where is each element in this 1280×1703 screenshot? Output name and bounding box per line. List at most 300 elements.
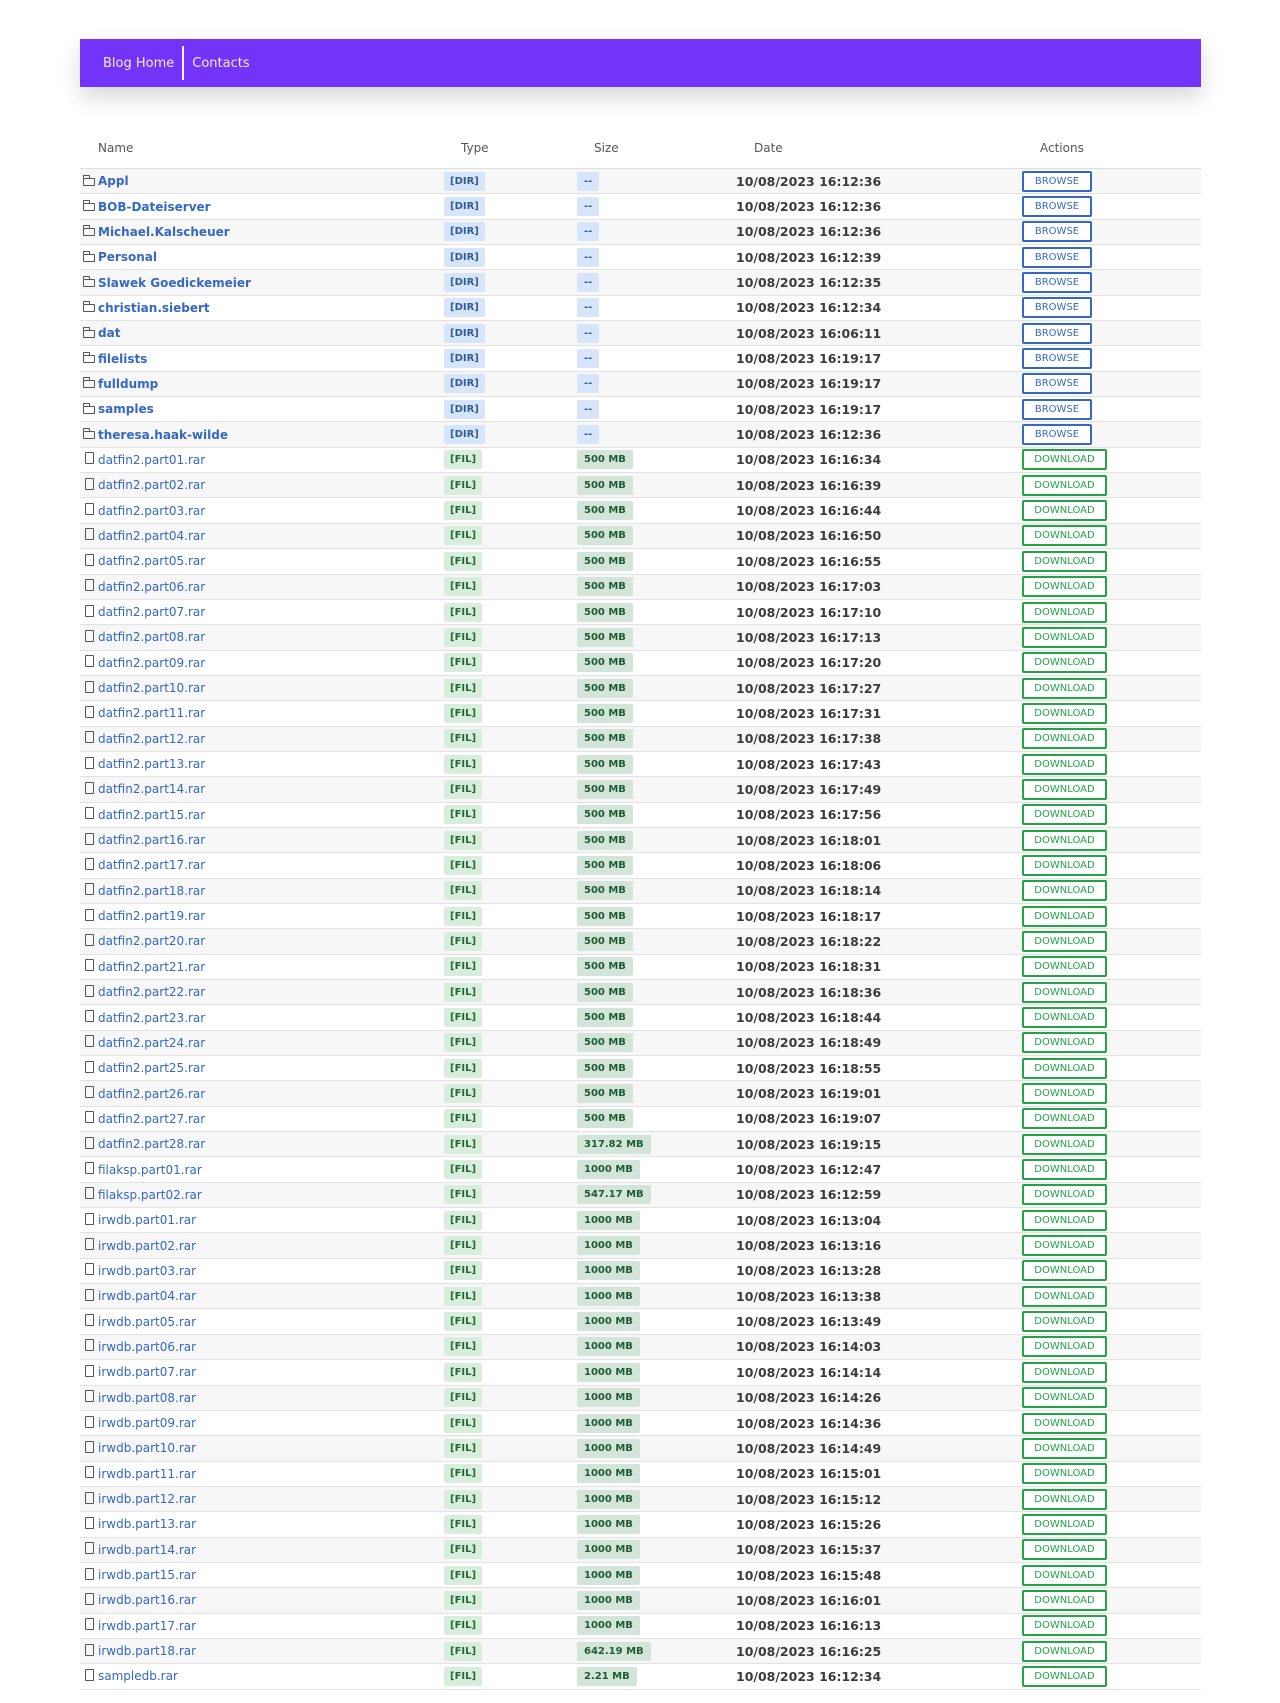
row-icon-cell [80, 1562, 98, 1587]
size-badge: 500 MB [577, 907, 633, 926]
row-action-cell [1022, 1385, 1201, 1410]
row-type-cell [444, 169, 577, 194]
download-button[interactable]: DOWNLOAD [1022, 652, 1107, 673]
row-date-cell [736, 802, 1022, 827]
download-button[interactable]: DOWNLOAD [1022, 1489, 1107, 1510]
row-action-cell [1022, 523, 1201, 548]
table-row [80, 346, 1201, 371]
size-badge: 1000 MB [577, 1363, 640, 1382]
download-button[interactable]: DOWNLOAD [1022, 1362, 1107, 1383]
file-link[interactable]: datfin2.part07.rar [98, 605, 206, 620]
row-type-cell [444, 1436, 577, 1461]
download-button[interactable]: DOWNLOAD [1022, 754, 1107, 775]
file-link[interactable]: datfin2.part23.rar [98, 1010, 206, 1025]
download-button[interactable]: DOWNLOAD [1022, 1058, 1107, 1079]
row-size-cell [577, 701, 736, 726]
row-size-cell [577, 245, 736, 270]
row-type-cell [444, 1537, 577, 1562]
table-row [80, 878, 1201, 903]
row-icon-cell [80, 1664, 98, 1689]
download-button[interactable]: DOWNLOAD [1022, 982, 1107, 1003]
size-badge: 1000 MB [577, 1388, 640, 1407]
download-button[interactable]: DOWNLOAD [1022, 1134, 1107, 1155]
row-type-cell [444, 346, 577, 371]
file-link[interactable]: irwdb.part11.rar [98, 1466, 197, 1481]
file-link[interactable]: irwdb.part18.rar [98, 1644, 197, 1659]
file-icon [85, 934, 94, 946]
file-link[interactable]: irwdb.part09.rar [98, 1416, 197, 1431]
row-name-cell [98, 245, 444, 270]
download-button[interactable]: DOWNLOAD [1022, 500, 1107, 521]
header-date-label: Date [754, 141, 783, 155]
download-button[interactable]: DOWNLOAD [1022, 1260, 1107, 1281]
download-button[interactable]: DOWNLOAD [1022, 1108, 1107, 1129]
folder-link[interactable]: Personal [98, 250, 157, 265]
row-size-cell [577, 169, 736, 194]
folder-link[interactable]: theresa.haak-wilde [98, 427, 229, 442]
download-button[interactable]: DOWNLOAD [1022, 779, 1107, 800]
row-type-cell [444, 1461, 577, 1486]
download-button[interactable]: DOWNLOAD [1022, 1210, 1107, 1231]
size-badge: 1000 MB [577, 1211, 640, 1230]
row-size-cell [577, 903, 736, 928]
row-date-cell [736, 245, 1022, 270]
row-action-cell [1022, 1030, 1201, 1055]
table-row [80, 194, 1201, 219]
row-icon-cell [80, 1233, 98, 1258]
download-button[interactable]: DOWNLOAD [1022, 906, 1107, 927]
row-icon-cell [80, 625, 98, 650]
download-button[interactable]: DOWNLOAD [1022, 678, 1107, 699]
file-link[interactable]: datfin2.part28.rar [98, 1137, 206, 1152]
download-button[interactable]: DOWNLOAD [1022, 1032, 1107, 1053]
type-badge: [FIL] [444, 957, 482, 976]
file-link[interactable]: filaksp.part01.rar [98, 1162, 202, 1177]
file-link[interactable]: irwdb.part13.rar [98, 1517, 197, 1532]
date-text: 10/08/2023 16:16:25 [736, 1643, 882, 1659]
download-button[interactable]: DOWNLOAD [1022, 1387, 1107, 1408]
file-link[interactable]: datfin2.part25.rar [98, 1061, 206, 1076]
row-action-cell [1022, 980, 1201, 1005]
download-button[interactable]: DOWNLOAD [1022, 525, 1107, 546]
row-action-cell [1022, 219, 1201, 244]
type-badge: [FIL] [444, 526, 482, 545]
row-name-cell [98, 1056, 444, 1081]
download-button[interactable]: DOWNLOAD [1022, 1286, 1107, 1307]
row-size-cell [577, 1410, 736, 1435]
size-badge: 500 MB [577, 932, 633, 951]
file-link[interactable]: datfin2.part14.rar [98, 782, 206, 797]
file-link[interactable]: irwdb.part10.rar [98, 1441, 197, 1456]
file-link[interactable]: datfin2.part18.rar [98, 883, 206, 898]
browse-button[interactable]: BROWSE [1022, 272, 1092, 293]
row-type-cell [444, 1182, 577, 1207]
download-button[interactable]: DOWNLOAD [1022, 1311, 1107, 1332]
download-button[interactable]: DOWNLOAD [1022, 551, 1107, 572]
table-row [80, 929, 1201, 954]
folder-link[interactable]: fulldump [98, 376, 159, 391]
type-badge: [FIL] [444, 1515, 482, 1534]
file-link[interactable]: irwdb.part07.rar [98, 1365, 197, 1380]
type-badge: [FIL] [444, 1464, 482, 1483]
row-date-cell [736, 954, 1022, 979]
row-name-cell [98, 1005, 444, 1030]
date-text: 10/08/2023 16:16:13 [736, 1618, 882, 1634]
download-button[interactable]: DOWNLOAD [1022, 475, 1107, 496]
file-icon [85, 1542, 94, 1554]
browse-button[interactable]: BROWSE [1022, 247, 1092, 268]
file-link[interactable]: irwdb.part02.rar [98, 1238, 197, 1253]
file-link[interactable]: irwdb.part15.rar [98, 1568, 197, 1583]
table-row [80, 675, 1201, 700]
nav-link-contacts[interactable]: Contacts [192, 55, 250, 71]
row-action-cell [1022, 1486, 1201, 1511]
folder-icon [83, 254, 95, 262]
download-button[interactable]: DOWNLOAD [1022, 602, 1107, 623]
row-type-cell [444, 1132, 577, 1157]
file-link[interactable]: irwdb.part04.rar [98, 1289, 197, 1304]
file-link[interactable]: datfin2.part19.rar [98, 909, 206, 924]
row-size-cell [577, 1132, 736, 1157]
row-size-cell [577, 1613, 736, 1638]
download-button[interactable]: DOWNLOAD [1022, 931, 1107, 952]
date-text: 10/08/2023 16:12:35 [736, 275, 882, 291]
row-action-cell [1022, 1461, 1201, 1486]
download-button[interactable]: DOWNLOAD [1022, 1565, 1107, 1586]
file-link[interactable]: irwdb.part17.rar [98, 1618, 197, 1633]
type-badge: [FIL] [444, 1160, 482, 1179]
row-name-cell [98, 1106, 444, 1131]
file-link[interactable]: datfin2.part17.rar [98, 858, 206, 873]
download-button[interactable]: DOWNLOAD [1022, 1641, 1107, 1662]
row-name-cell [98, 726, 444, 751]
row-icon-cell [80, 169, 98, 194]
row-action-cell [1022, 1284, 1201, 1309]
file-icon [85, 605, 94, 617]
folder-link[interactable]: filelists [98, 351, 148, 366]
browse-button[interactable]: BROWSE [1022, 373, 1092, 394]
folder-link[interactable]: samples [98, 402, 154, 417]
type-badge: [FIL] [444, 552, 482, 571]
size-badge: 500 MB [577, 526, 633, 545]
row-name-cell [98, 1233, 444, 1258]
row-date-cell [736, 980, 1022, 1005]
row-date-cell [736, 1157, 1022, 1182]
row-name-cell [98, 1562, 444, 1587]
nav-link-blog-home[interactable]: Blog Home [103, 55, 175, 71]
size-badge: 500 MB [577, 577, 633, 596]
type-badge: [FIL] [444, 755, 482, 774]
browse-button[interactable]: BROWSE [1022, 171, 1092, 192]
download-button[interactable]: DOWNLOAD [1022, 1413, 1107, 1434]
browse-button[interactable]: BROWSE [1022, 399, 1092, 420]
type-badge: [FIL] [444, 729, 482, 748]
download-button[interactable]: DOWNLOAD [1022, 1438, 1107, 1459]
download-button[interactable]: DOWNLOAD [1022, 703, 1107, 724]
file-link[interactable]: datfin2.part16.rar [98, 833, 206, 848]
row-name-cell [98, 1537, 444, 1562]
row-icon-cell [80, 777, 98, 802]
row-date-cell [736, 194, 1022, 219]
row-name-cell [98, 397, 444, 422]
type-badge: [FIL] [444, 1008, 482, 1027]
row-action-cell [1022, 422, 1201, 447]
date-text: 10/08/2023 16:14:26 [736, 1390, 882, 1406]
file-link[interactable]: datfin2.part10.rar [98, 681, 206, 696]
download-button[interactable]: DOWNLOAD [1022, 449, 1107, 470]
file-icon [85, 1162, 94, 1174]
browse-button[interactable]: BROWSE [1022, 297, 1092, 318]
folder-link[interactable]: christian.siebert [98, 300, 210, 315]
browse-button[interactable]: BROWSE [1022, 196, 1092, 217]
file-icon [85, 1010, 94, 1022]
row-action-cell [1022, 1537, 1201, 1562]
download-button[interactable]: DOWNLOAD [1022, 1666, 1107, 1687]
row-date-cell [736, 1334, 1022, 1359]
row-date-cell [736, 1081, 1022, 1106]
row-icon-cell [80, 903, 98, 928]
download-button[interactable]: DOWNLOAD [1022, 855, 1107, 876]
table-row [80, 827, 1201, 852]
file-link[interactable]: irwdb.part16.rar [98, 1593, 197, 1608]
table-row [80, 1385, 1201, 1410]
row-date-cell [736, 1258, 1022, 1283]
download-button[interactable]: DOWNLOAD [1022, 1615, 1107, 1636]
table-row [80, 321, 1201, 346]
row-date-cell [736, 903, 1022, 928]
file-link[interactable]: datfin2.part15.rar [98, 807, 206, 822]
file-link[interactable]: datfin2.part13.rar [98, 757, 206, 772]
date-text: 10/08/2023 16:12:36 [736, 173, 882, 189]
file-link[interactable]: datfin2.part22.rar [98, 985, 206, 1000]
size-badge: 1000 MB [577, 1337, 640, 1356]
row-action-cell [1022, 675, 1201, 700]
file-link[interactable]: filaksp.part02.rar [98, 1187, 202, 1202]
row-type-cell [444, 1486, 577, 1511]
size-badge: 2.21 MB [577, 1667, 637, 1686]
file-link[interactable]: sampledb.rar [98, 1669, 178, 1684]
row-type-cell [444, 1030, 577, 1055]
browse-button[interactable]: BROWSE [1022, 348, 1092, 369]
type-badge: [FIL] [444, 1616, 482, 1635]
table-row [80, 169, 1201, 194]
size-badge: 500 MB [577, 679, 633, 698]
header-date [736, 128, 1022, 169]
file-link[interactable]: irwdb.part05.rar [98, 1314, 197, 1329]
file-link[interactable]: datfin2.part01.rar [98, 452, 206, 467]
file-link[interactable]: datfin2.part12.rar [98, 731, 206, 746]
table-row [80, 625, 1201, 650]
file-link[interactable]: datfin2.part02.rar [98, 478, 206, 493]
type-badge: [FIL] [444, 1490, 482, 1509]
row-name-cell [98, 980, 444, 1005]
table-row [80, 1461, 1201, 1486]
file-link[interactable]: datfin2.part26.rar [98, 1086, 206, 1101]
row-name-cell [98, 346, 444, 371]
type-badge: [FIL] [444, 1388, 482, 1407]
row-size-cell [577, 650, 736, 675]
date-text: 10/08/2023 16:17:43 [736, 756, 882, 772]
download-button[interactable]: DOWNLOAD [1022, 1007, 1107, 1028]
row-size-cell [577, 777, 736, 802]
row-size-cell [577, 1334, 736, 1359]
file-icon [85, 782, 94, 794]
download-button[interactable]: DOWNLOAD [1022, 1235, 1107, 1256]
file-link[interactable]: datfin2.part04.rar [98, 528, 206, 543]
row-type-cell [444, 650, 577, 675]
row-icon-cell [80, 498, 98, 523]
date-text: 10/08/2023 16:18:44 [736, 1010, 882, 1026]
row-name-cell [98, 903, 444, 928]
download-button[interactable]: DOWNLOAD [1022, 728, 1107, 749]
file-icon [85, 1466, 94, 1478]
file-link[interactable]: irwdb.part12.rar [98, 1492, 197, 1507]
file-link[interactable]: datfin2.part09.rar [98, 655, 206, 670]
folder-link[interactable]: Appl [98, 174, 129, 189]
row-date-cell [736, 473, 1022, 498]
size-badge: 500 MB [577, 1109, 633, 1128]
row-icon-cell [80, 827, 98, 852]
file-link[interactable]: datfin2.part06.rar [98, 579, 206, 594]
date-text: 10/08/2023 16:17:03 [736, 579, 882, 595]
row-type-cell [444, 194, 577, 219]
type-badge: [DIR] [444, 400, 485, 419]
row-size-cell [577, 422, 736, 447]
file-icon [85, 1365, 94, 1377]
type-badge: [DIR] [444, 425, 485, 444]
size-badge: 500 MB [577, 1059, 633, 1078]
row-action-cell [1022, 954, 1201, 979]
header-type-label: Type [461, 141, 489, 155]
table-row [80, 802, 1201, 827]
file-icon [85, 1111, 94, 1123]
file-link[interactable]: datfin2.part24.rar [98, 1035, 206, 1050]
size-badge: 500 MB [577, 704, 633, 723]
file-listing-table [80, 128, 1201, 1690]
file-link[interactable]: irwdb.part01.rar [98, 1213, 197, 1228]
row-icon-cell [80, 447, 98, 472]
row-date-cell [736, 1410, 1022, 1435]
file-link[interactable]: datfin2.part20.rar [98, 934, 206, 949]
folder-link[interactable]: Slawek Goedickemeier [98, 275, 251, 290]
browse-button[interactable]: BROWSE [1022, 221, 1092, 242]
file-link[interactable]: irwdb.part06.rar [98, 1339, 197, 1354]
file-icon [85, 1187, 94, 1199]
file-link[interactable]: datfin2.part27.rar [98, 1111, 206, 1126]
type-badge: [FIL] [444, 1059, 482, 1078]
row-action-cell [1022, 1436, 1201, 1461]
row-size-cell [577, 1208, 736, 1233]
row-icon-cell [80, 726, 98, 751]
row-type-cell [444, 1233, 577, 1258]
row-size-cell [577, 726, 736, 751]
row-date-cell [736, 853, 1022, 878]
row-date-cell [736, 726, 1022, 751]
row-icon-cell [80, 1461, 98, 1486]
type-badge: [FIL] [444, 1261, 482, 1280]
file-link[interactable]: irwdb.part03.rar [98, 1263, 197, 1278]
browse-button[interactable]: BROWSE [1022, 323, 1092, 344]
row-action-cell [1022, 1056, 1201, 1081]
folder-link[interactable]: Michael.Kalscheuer [98, 224, 230, 239]
file-link[interactable]: datfin2.part11.rar [98, 706, 206, 721]
download-button[interactable]: DOWNLOAD [1022, 804, 1107, 825]
row-name-cell [98, 1588, 444, 1613]
file-link[interactable]: irwdb.part08.rar [98, 1390, 197, 1405]
date-text: 10/08/2023 16:12:36 [736, 199, 882, 215]
folder-link[interactable]: BOB-Dateiserver [98, 199, 211, 214]
download-button[interactable]: DOWNLOAD [1022, 880, 1107, 901]
row-name-cell [98, 599, 444, 624]
row-action-cell [1022, 1309, 1201, 1334]
download-button[interactable]: DOWNLOAD [1022, 1159, 1107, 1180]
row-date-cell [736, 295, 1022, 320]
row-action-cell [1022, 447, 1201, 472]
row-date-cell [736, 371, 1022, 396]
download-button[interactable]: DOWNLOAD [1022, 1539, 1107, 1560]
row-date-cell [736, 1613, 1022, 1638]
row-name-cell [98, 625, 444, 650]
row-size-cell [577, 1284, 736, 1309]
row-date-cell [736, 1385, 1022, 1410]
table-row [80, 1360, 1201, 1385]
download-button[interactable]: DOWNLOAD [1022, 1083, 1107, 1104]
row-name-cell [98, 1638, 444, 1663]
row-date-cell [736, 751, 1022, 776]
row-date-cell [736, 1106, 1022, 1131]
table-row [80, 270, 1201, 295]
file-link[interactable]: datfin2.part03.rar [98, 503, 206, 518]
size-badge: 1000 MB [577, 1236, 640, 1255]
row-name-cell [98, 1030, 444, 1055]
download-button[interactable]: DOWNLOAD [1022, 627, 1107, 648]
date-text: 10/08/2023 16:14:36 [736, 1415, 882, 1431]
type-badge: [FIL] [444, 1540, 482, 1559]
download-button[interactable]: DOWNLOAD [1022, 1184, 1107, 1205]
download-button[interactable]: DOWNLOAD [1022, 1514, 1107, 1535]
row-date-cell [736, 321, 1022, 346]
row-date-cell [736, 1461, 1022, 1486]
download-button[interactable]: DOWNLOAD [1022, 1463, 1107, 1484]
file-link[interactable]: irwdb.part14.rar [98, 1542, 197, 1557]
date-text: 10/08/2023 16:17:56 [736, 807, 882, 823]
row-type-cell [444, 1410, 577, 1435]
file-link[interactable]: datfin2.part05.rar [98, 554, 206, 569]
download-button[interactable]: DOWNLOAD [1022, 1590, 1107, 1611]
row-date-cell [736, 447, 1022, 472]
download-button[interactable]: DOWNLOAD [1022, 576, 1107, 597]
table-row [80, 549, 1201, 574]
row-date-cell [736, 498, 1022, 523]
row-size-cell [577, 1638, 736, 1663]
table-row [80, 903, 1201, 928]
download-button[interactable]: DOWNLOAD [1022, 956, 1107, 977]
row-action-cell [1022, 371, 1201, 396]
file-link[interactable]: datfin2.part08.rar [98, 630, 206, 645]
download-button[interactable]: DOWNLOAD [1022, 1336, 1107, 1357]
file-icon [85, 1238, 94, 1250]
browse-button[interactable]: BROWSE [1022, 424, 1092, 445]
file-link[interactable]: datfin2.part21.rar [98, 959, 206, 974]
folder-link[interactable]: dat [98, 326, 121, 341]
row-icon-cell [80, 1385, 98, 1410]
row-size-cell [577, 599, 736, 624]
row-type-cell [444, 751, 577, 776]
row-name-cell [98, 574, 444, 599]
row-type-cell [444, 270, 577, 295]
row-size-cell [577, 447, 736, 472]
download-button[interactable]: DOWNLOAD [1022, 830, 1107, 851]
